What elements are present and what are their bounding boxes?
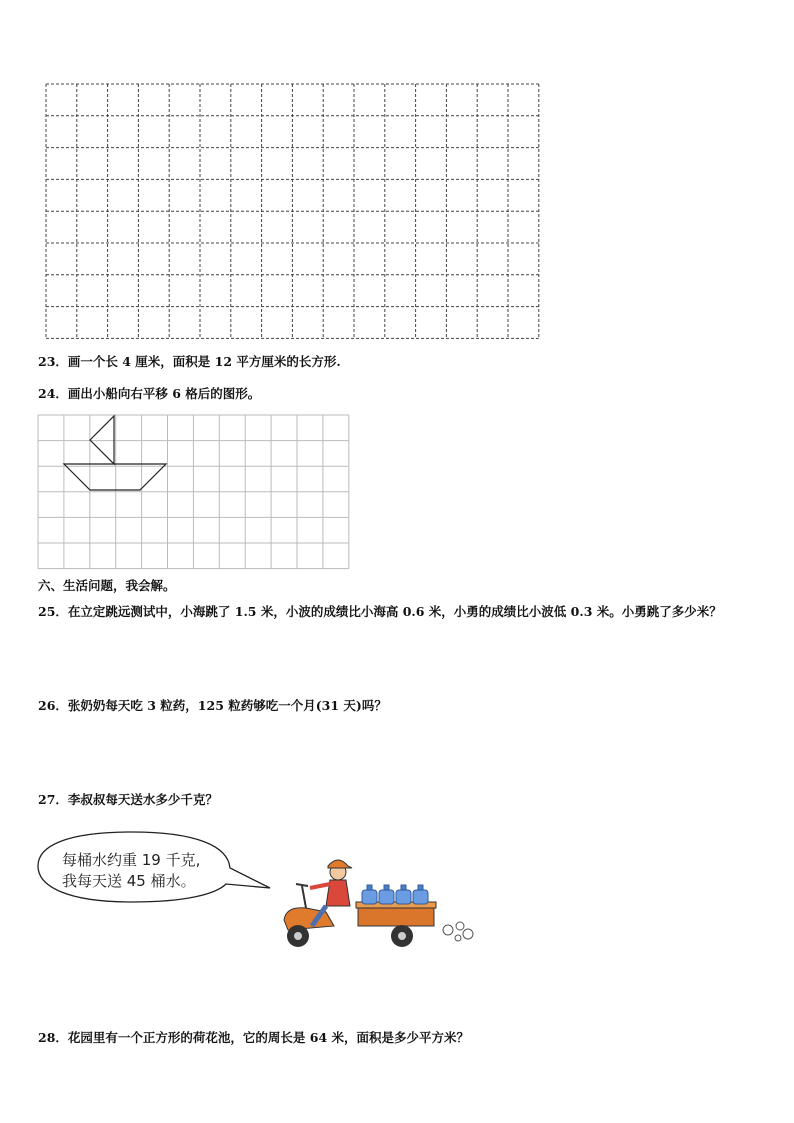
question-23: 23．画一个长 4 厘米，面积是 12 平方厘米的长方形. <box>38 354 341 369</box>
water-delivery-tricycle-illustration <box>276 850 480 954</box>
water-bottles <box>362 885 428 904</box>
speech-line-1: 每桶水约重 19 千克, <box>62 851 201 869</box>
speech-line-2: 我每天送 45 桶水。 <box>62 872 196 890</box>
boat-figure <box>64 416 166 490</box>
question-24: 24．画出小船向右平移 6 格后的图形。 <box>38 386 261 401</box>
exhaust-puffs <box>443 922 473 941</box>
question-26: 26．张奶奶每天吃 3 粒药，125 粒药够吃一个月(31 天)吗？ <box>38 698 387 713</box>
question-28: 28．花园里有一个正方形的荷花池，它的周长是 64 米，面积是多少平方米？ <box>38 1030 469 1045</box>
question-25: 25．在立定跳远测试中，小海跳了 1.5 米，小波的成绩比小海高 0.6 米，小勇的成绩比小波低 0.3 米。小勇跳了多少米？ <box>38 604 722 619</box>
question-27: 27．李叔叔每天送水多少千克？ <box>38 792 218 807</box>
dashed-drawing-grid <box>44 82 542 342</box>
boat-hull <box>64 464 166 490</box>
boat-sail <box>90 416 114 464</box>
section-6-heading: 六、生活问题，我会解。 <box>38 578 176 593</box>
boat-grid <box>37 414 351 570</box>
